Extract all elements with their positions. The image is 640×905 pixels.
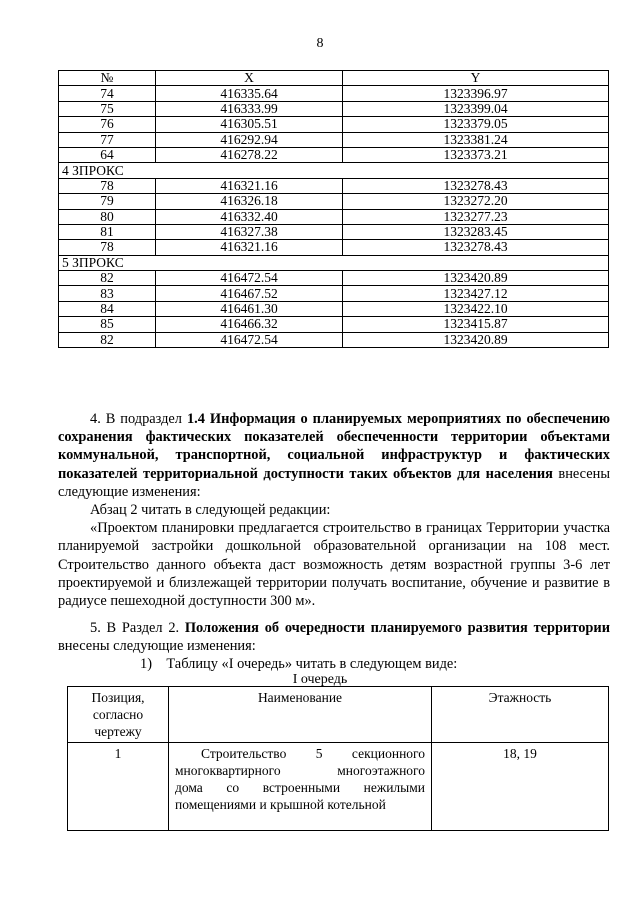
y-coordinate-cell: 1323427.12 bbox=[343, 286, 609, 301]
point-number-cell: 84 bbox=[59, 301, 156, 316]
paragraph-4-quote: «Проектом планировки предлагается строительство в границах Территории участка планируемой застройки дошкольной образовательной организации на 108 мест. Строительство данного объекта даст возможность детям возрастной группы 3-6 лет проектируемой и близлежащей территории получать воспитание, обучение и развитие в радиусе пешеходной доступности 300 м». bbox=[58, 520, 610, 610]
queue-header-position-line: чертежу bbox=[94, 724, 142, 739]
column-header-y: Y bbox=[343, 71, 609, 86]
table-row bbox=[59, 194, 609, 209]
y-coordinate-cell: 1323272.20 bbox=[343, 194, 609, 209]
point-number-cell: 81 bbox=[59, 224, 156, 239]
queue-header-floors: Этажность bbox=[432, 687, 609, 743]
table-row bbox=[59, 286, 609, 301]
point-number-cell: 83 bbox=[59, 286, 156, 301]
table-row bbox=[59, 117, 609, 132]
queue-cell-name-line: Строительство 5 секционного bbox=[201, 746, 425, 761]
x-coordinate-cell: 416472.54 bbox=[156, 271, 343, 286]
x-coordinate-cell: 416461.30 bbox=[156, 301, 343, 316]
table-row bbox=[59, 224, 609, 239]
queue-header-position-line: согласно bbox=[92, 707, 144, 722]
paragraph-5 bbox=[58, 619, 610, 674]
point-number-cell: 79 bbox=[59, 194, 156, 209]
y-coordinate-cell: 1323283.45 bbox=[343, 224, 609, 239]
table-row bbox=[59, 209, 609, 224]
x-coordinate-cell: 416278.22 bbox=[156, 147, 343, 162]
table-section-row bbox=[59, 255, 609, 270]
paragraph-5-bold-title: Положения об очередности планируемого развития территории bbox=[184, 620, 610, 636]
y-coordinate-cell: 1323415.87 bbox=[343, 317, 609, 332]
table-row bbox=[59, 101, 609, 116]
point-number-cell: 80 bbox=[59, 209, 156, 224]
paragraph-4-bold-title: 1.4 Информация о планируемых мероприятиях по обеспечению сохранения фактических показателей обеспеченности территории объектами коммунальной, транспортной, социальной инфраструктур и фактических показателей территориальной доступности таких объектов для населения bbox=[58, 411, 610, 482]
queue-cell-name bbox=[169, 743, 432, 831]
point-number-cell: 76 bbox=[59, 117, 156, 132]
point-number-cell: 82 bbox=[59, 332, 156, 347]
queue-cell-floors: 18, 19 bbox=[432, 743, 609, 831]
queue-cell-name-line: дома со встроенными нежилыми bbox=[175, 780, 425, 795]
table-row bbox=[59, 271, 609, 286]
x-coordinate-cell: 416321.16 bbox=[156, 240, 343, 255]
y-coordinate-cell: 1323422.10 bbox=[343, 301, 609, 316]
x-coordinate-cell: 416321.16 bbox=[156, 178, 343, 193]
table-row bbox=[59, 86, 609, 101]
x-coordinate-cell: 416472.54 bbox=[156, 332, 343, 347]
point-number-cell: 74 bbox=[59, 86, 156, 101]
paragraph-5-lead: 5. В Раздел 2. bbox=[90, 620, 185, 636]
queue-table bbox=[67, 686, 609, 831]
coordinates-table bbox=[58, 70, 609, 348]
queue-header-name: Наименование bbox=[169, 687, 432, 743]
x-coordinate-cell: 416327.38 bbox=[156, 224, 343, 239]
section-label: 4 ЗПРОКС bbox=[59, 163, 609, 178]
paragraph-4 bbox=[58, 410, 610, 610]
paragraph-4-sub: Абзац 2 читать в следующей редакции: bbox=[90, 502, 331, 519]
point-number-cell: 75 bbox=[59, 101, 156, 116]
point-number-cell: 82 bbox=[59, 271, 156, 286]
paragraph-4-lead: 4. В подраздел bbox=[90, 411, 187, 427]
paragraph-4-main bbox=[58, 410, 610, 501]
x-coordinate-cell: 416332.40 bbox=[156, 209, 343, 224]
table-header-row bbox=[59, 71, 609, 86]
x-coordinate-cell: 416335.64 bbox=[156, 86, 343, 101]
point-number-cell: 78 bbox=[59, 178, 156, 193]
page-number: 8 bbox=[316, 36, 324, 51]
x-coordinate-cell: 416305.51 bbox=[156, 117, 343, 132]
point-number-cell: 64 bbox=[59, 147, 156, 162]
y-coordinate-cell: 1323278.43 bbox=[343, 178, 609, 193]
table-row bbox=[59, 132, 609, 147]
x-coordinate-cell: 416292.94 bbox=[156, 132, 343, 147]
x-coordinate-cell: 416467.52 bbox=[156, 286, 343, 301]
coordinates-table-body bbox=[59, 86, 609, 348]
queue-header-position-line: Позиция, bbox=[91, 690, 145, 705]
queue-row bbox=[68, 743, 609, 831]
table-row bbox=[59, 317, 609, 332]
section-label: 5 ЗПРОКС bbox=[59, 255, 609, 270]
queue-header-position bbox=[68, 687, 169, 743]
column-header-x: X bbox=[156, 71, 343, 86]
table-row bbox=[59, 178, 609, 193]
x-coordinate-cell: 416466.32 bbox=[156, 317, 343, 332]
column-header-number: № bbox=[59, 71, 156, 86]
point-number-cell: 78 bbox=[59, 240, 156, 255]
y-coordinate-cell: 1323396.97 bbox=[343, 86, 609, 101]
paragraph-5-tail: внесены следующие изменения: bbox=[58, 638, 256, 655]
y-coordinate-cell: 1323373.21 bbox=[343, 147, 609, 162]
x-coordinate-cell: 416326.18 bbox=[156, 194, 343, 209]
table-row bbox=[59, 240, 609, 255]
point-number-cell: 77 bbox=[59, 132, 156, 147]
y-coordinate-cell: 1323277.23 bbox=[343, 209, 609, 224]
queue-header-row bbox=[68, 687, 609, 743]
queue-cell-name-line: многоквартирного многоэтажного bbox=[175, 763, 425, 778]
table-row bbox=[59, 332, 609, 347]
paragraph-5-main bbox=[58, 619, 610, 655]
y-coordinate-cell: 1323379.05 bbox=[343, 117, 609, 132]
queue-cell-position: 1 bbox=[68, 743, 169, 831]
point-number-cell: 85 bbox=[59, 317, 156, 332]
x-coordinate-cell: 416333.99 bbox=[156, 101, 343, 116]
y-coordinate-cell: 1323420.89 bbox=[343, 332, 609, 347]
table-section-row bbox=[59, 163, 609, 178]
table-row bbox=[59, 147, 609, 162]
y-coordinate-cell: 1323420.89 bbox=[343, 271, 609, 286]
queue-table-caption: I очередь bbox=[292, 672, 348, 687]
paragraph-5-list-item: 1) Таблицу «I очередь» читать в следующем виде: bbox=[140, 656, 458, 673]
paragraph-4-tail: внесены следующие изменения: bbox=[58, 465, 610, 500]
table-row bbox=[59, 301, 609, 316]
y-coordinate-cell: 1323278.43 bbox=[343, 240, 609, 255]
y-coordinate-cell: 1323381.24 bbox=[343, 132, 609, 147]
queue-cell-name-line: помещениями и крышной котельной bbox=[175, 797, 386, 812]
y-coordinate-cell: 1323399.04 bbox=[343, 101, 609, 116]
